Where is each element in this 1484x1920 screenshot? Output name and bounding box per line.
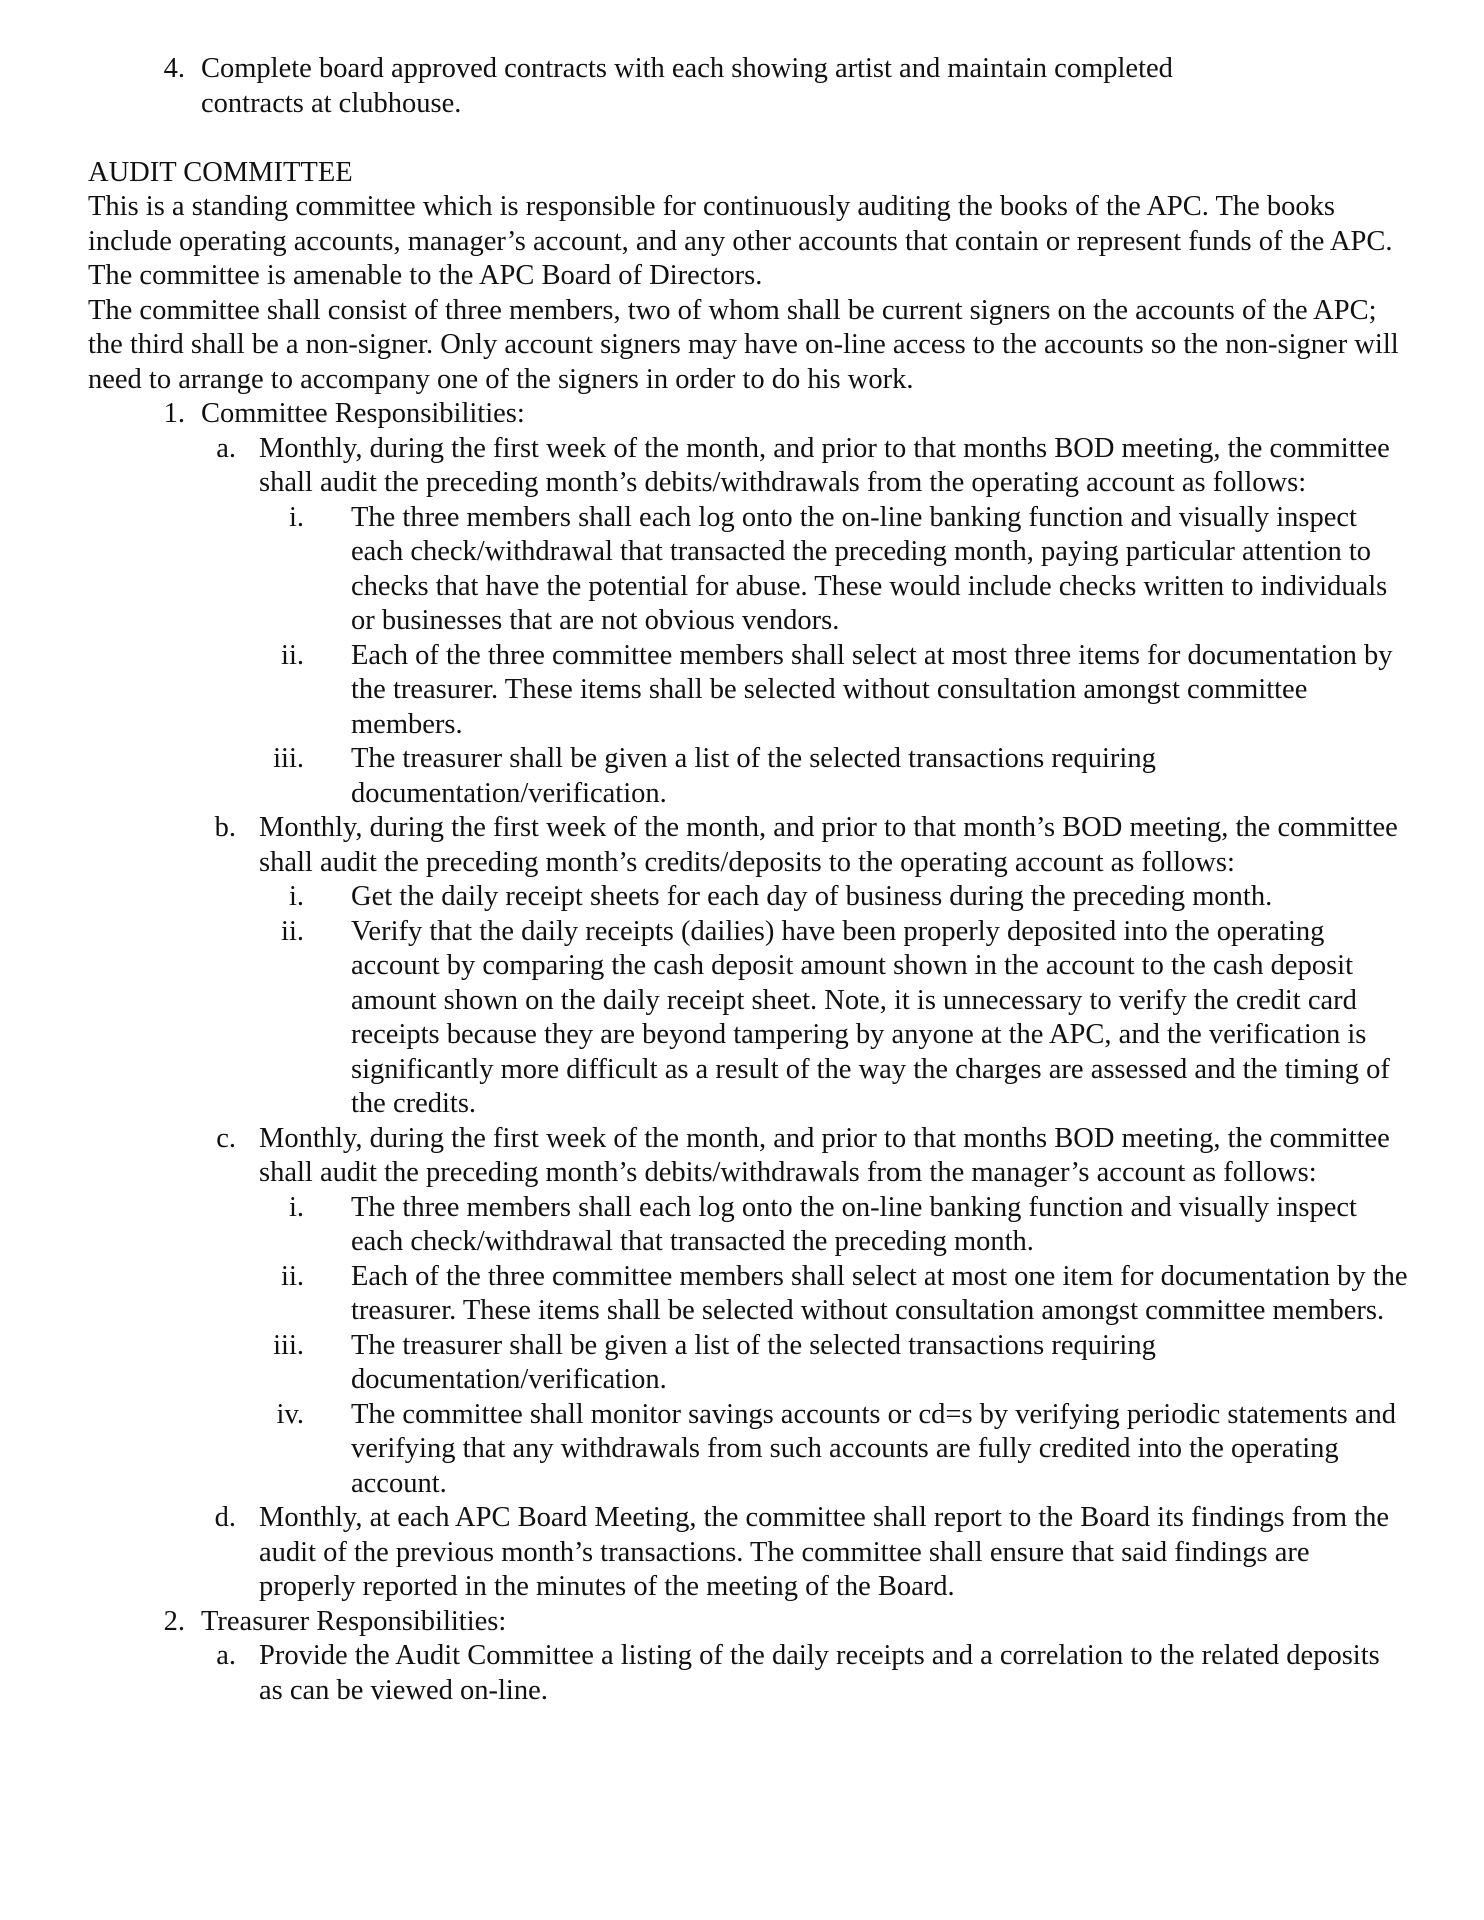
list-item-text: Get the daily receipt sheets for each day of business during the preceding month. — [351, 881, 1273, 912]
list-item-text: Complete board approved contracts with each showing artist and maintain completed contracts at clubhouse. — [201, 53, 1173, 119]
lettered-item — [88, 432, 1408, 501]
intro-paragraph: This is a standing committee which is responsible for continuously auditing the books of the APC. The books include operating accounts, manager’s account, and any other accounts that contain or represent funds of the APC. The committee is amenable to the APC Board of Directors. — [88, 191, 1393, 291]
list-marker: iii. — [273, 1329, 304, 1361]
responsibilities-list — [88, 397, 1408, 1708]
roman-item — [88, 1398, 1408, 1502]
list-item-text: The treasurer shall be given a list of the selected transactions requiring documentation/verification. — [351, 1329, 1156, 1395]
roman-item — [88, 1191, 1408, 1260]
numbered-item — [88, 1605, 1408, 1640]
list-item-text: Monthly, during the first week of the month, and prior to that months BOD meeting, the committee shall audit the preceding month’s debits/withdrawals from the manager’s account as follows: — [259, 1122, 1390, 1188]
list-marker: ii. — [281, 915, 304, 947]
list-marker: ii. — [281, 1260, 304, 1292]
list-item-text: Verify that the daily receipts (dailies) have been properly deposited into the operating account by comparing the cash deposit amount shown in the account to the cash deposit amount shown on the daily receipt sheet. Note, it is unnecessary to verify the credit card receipts because they are beyond tampering by anyone at the APC, and the verification is significantly more difficult as a result of the way the charges are assessed and the timing of the credits. — [351, 915, 1390, 1119]
numbered-item — [88, 397, 1408, 432]
list-item-text: Monthly, at each APC Board Meeting, the committee shall report to the Board its findings from the audit of the previous month’s transactions. The committee shall ensure that said findings are properly reported in the minutes of the meeting of the Board. — [259, 1502, 1390, 1602]
section-heading: AUDIT COMMITTEE — [88, 156, 353, 188]
list-item-text: The treasurer shall be given a list of the selected transactions requiring documentation/verification. — [351, 743, 1156, 809]
list-marker: 1. — [163, 398, 185, 429]
list-marker: i. — [288, 501, 304, 533]
roman-item — [88, 915, 1408, 1122]
list-item-4 — [88, 52, 1408, 121]
list-marker: i. — [288, 881, 304, 912]
roman-item — [88, 639, 1408, 743]
list-marker: 4. — [163, 53, 185, 84]
list-marker: iii. — [273, 743, 304, 774]
list-item-text: The committee shall monitor savings accounts or cd=s by verifying periodic statements and verifying that any withdrawals from such accounts are fully credited into the operating account. — [351, 1398, 1396, 1499]
lettered-item — [88, 811, 1408, 880]
list-marker: i. — [288, 1191, 304, 1223]
list-marker: a. — [216, 432, 236, 464]
list-item-text: Treasurer Responsibilities: — [201, 1605, 507, 1637]
membership-paragraph: The committee shall consist of three members, two of whom shall be current signers on the accounts of the APC; the third shall be a non-signer. Only account signers may have on-line access to the accounts so the non-signer will need to arrange to accompany one of the signers in order to do his work. — [88, 294, 1399, 395]
list-item-text: Monthly, during the first week of the month, and prior to that month’s BOD meeting, the committee shall audit the preceding month’s credits/deposits to the operating account as follows: — [259, 812, 1398, 878]
roman-item — [88, 1329, 1408, 1398]
list-marker: d. — [214, 1502, 236, 1533]
roman-item — [88, 501, 1408, 639]
list-item-text: Each of the three committee members shall select at most one item for documentation by the treasurer. These items shall be selected without consultation amongst committee members. — [351, 1260, 1408, 1326]
list-marker: 2. — [163, 1605, 185, 1637]
lettered-item — [88, 1639, 1408, 1708]
roman-item — [88, 742, 1408, 811]
list-item-text: Provide the Audit Committee a listing of the daily receipts and a correlation to the related deposits as can be viewed on-line. — [259, 1640, 1380, 1706]
lettered-item — [88, 1501, 1408, 1605]
list-item-text: Committee Responsibilities: — [201, 398, 525, 429]
list-marker: c. — [216, 1122, 236, 1154]
list-marker: iv. — [276, 1398, 304, 1430]
list-item-text: Each of the three committee members shall select at most three items for documentation by the treasurer. These items shall be selected without consultation amongst committee members. — [351, 639, 1393, 740]
list-marker: b. — [214, 812, 236, 843]
roman-item — [88, 1260, 1408, 1329]
list-marker: a. — [216, 1640, 236, 1671]
list-item-text: Monthly, during the first week of the month, and prior to that months BOD meeting, the committee shall audit the preceding month’s debits/withdrawals from the operating account as follows: — [259, 432, 1390, 498]
list-item-text: The three members shall each log onto the on-line banking function and visually inspect each check/withdrawal that transacted the preceding month. — [351, 1191, 1357, 1257]
roman-item — [88, 880, 1408, 915]
document-page — [88, 52, 1408, 1708]
list-item-text: The three members shall each log onto the on-line banking function and visually inspect each check/withdrawal that transacted the preceding month, paying particular attention to checks that have the potential for abuse. These would include checks written to individuals or businesses that are not obvious vendors. — [351, 501, 1388, 636]
list-marker: ii. — [281, 639, 304, 671]
lettered-item — [88, 1122, 1408, 1191]
